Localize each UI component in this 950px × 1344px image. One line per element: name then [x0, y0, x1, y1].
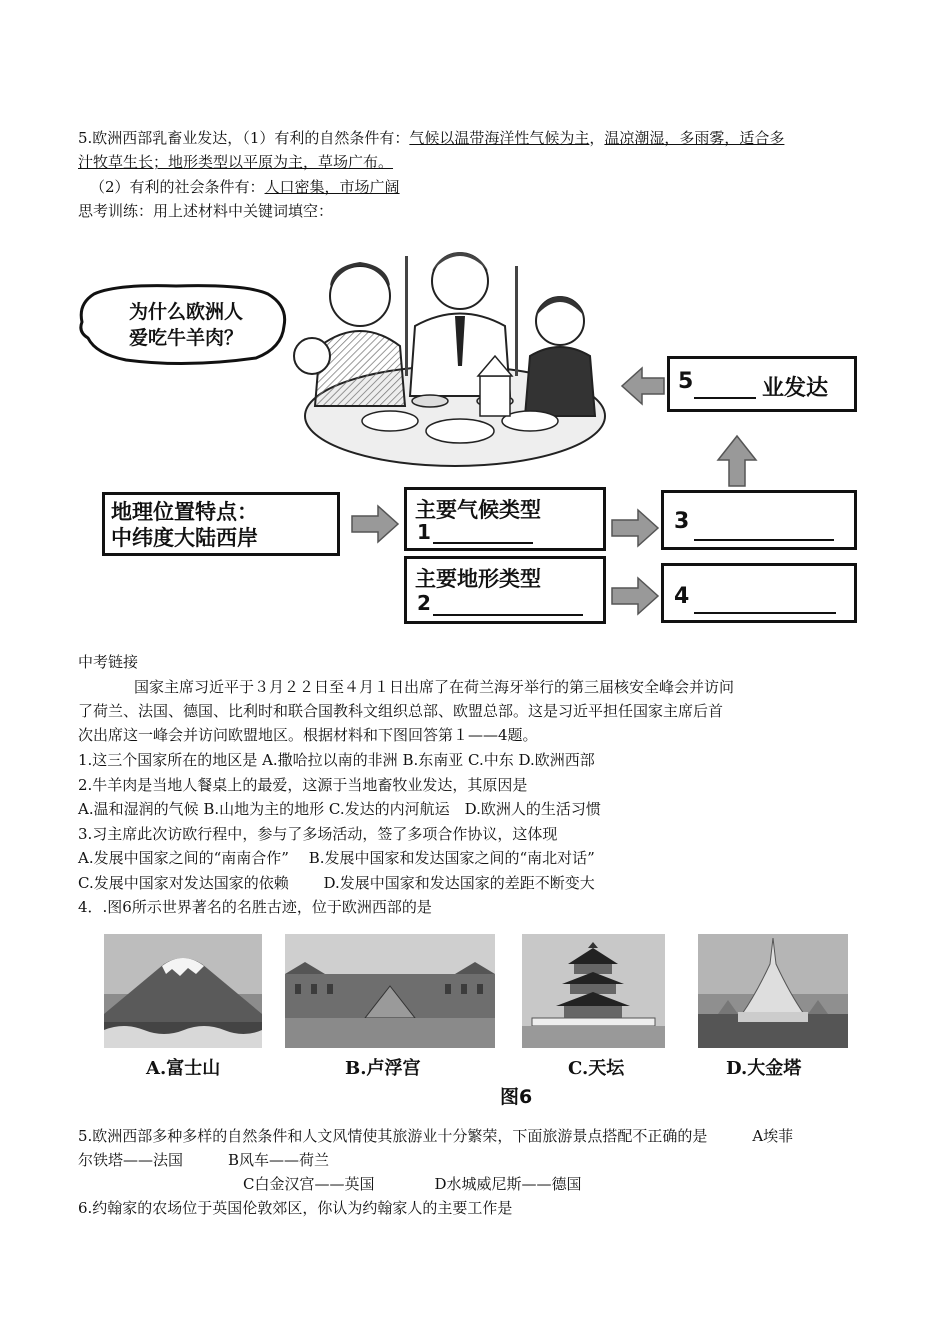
question-4: 4．.图6所示世界著名的名胜古迹，位于欧洲西部的是 [78, 898, 432, 916]
arrow-up-icon [714, 434, 760, 488]
q5-sep: ， [589, 129, 605, 147]
climate-num: 1 [417, 520, 431, 544]
box-3-num: 3 [674, 509, 690, 534]
q5-social: 人口密集，市场广阔 [264, 178, 400, 196]
question-3-options-ab: A.发展中国家之间的“南南合作” B.发展中国家和发达国家之间的“南北对话” [78, 849, 595, 867]
passage-line-2: 了荷兰、法国、德国、比利时和联合国教科文组织总部、欧盟总部。这是习近平担任国家主席后首 [78, 702, 724, 720]
question-5b-line-1: 5.欧洲西部多种多样的自然条件和人文风情使其旅游业十分繁荣，下面旅游景点搭配不正确的是 A埃菲 [78, 1127, 794, 1145]
q5-natural-1: 气候以温带海洋性气候为主 [409, 129, 590, 147]
box-5-industry [667, 356, 857, 412]
q5-line-3 [90, 177, 400, 197]
q5-social-intro: （2）有利的社会条件有： [90, 178, 265, 196]
speech-bubble [96, 299, 276, 351]
box-5-num: 5 [678, 369, 694, 394]
q5-intro: 5.欧洲西部乳畜业发达，（1）有利的自然条件有： [78, 129, 410, 147]
question-2-options: A.温和湿润的气候 B.山地为主的地形 C.发达的内河航运 D.欧洲人的生活习惯 [78, 800, 601, 818]
box-terrain-type [404, 556, 606, 624]
caption-d: D.大金塔 [726, 1058, 802, 1079]
arrow-left-icon [620, 363, 666, 409]
bubble-line-2: 爱吃牛羊肉？ [128, 327, 243, 349]
arrow-right-icon-3 [610, 575, 660, 617]
photo-mount-fuji [104, 934, 262, 1048]
box-4-blank [694, 612, 836, 614]
question-5b-line-2: 尔铁塔——法国 B风车——荷兰 [78, 1151, 330, 1169]
q5-line-1 [78, 128, 784, 148]
question-1: 1.这三个国家所在的地区是 A.撒哈拉以南的非洲 B.东南亚 C.中东 D.欧洲西部 [78, 751, 595, 769]
box-4-num: 4 [674, 584, 690, 609]
photo-shwedagon-pagoda [698, 934, 848, 1048]
question-2: 2.牛羊肉是当地人餐桌上的最爱，这源于当地畜牧业发达，其原因是 [78, 776, 528, 794]
box-geo-location [102, 492, 340, 556]
caption-a: A.富士山 [146, 1058, 221, 1079]
box-3-blank [694, 539, 834, 541]
question-5b-line-3: C白金汉宫——英国 D水城威尼斯——德国 [243, 1175, 582, 1193]
dinner-illustration [290, 226, 620, 486]
geo-line-2: 中纬度大陆西岸 [111, 526, 258, 550]
terrain-title: 主要地形类型 [415, 567, 541, 591]
photo-louvre [285, 934, 495, 1048]
arrow-right-icon [350, 503, 400, 545]
geo-line-1: 地理位置特点： [111, 500, 258, 524]
q5-line-2: 汁牧草生长；地形类型以平原为主，草场广布。 [78, 153, 394, 171]
box-climate-type [404, 487, 606, 551]
passage-line-1: 国家主席习近平于３月２２日至４月１日出席了在荷兰海牙举行的第三届核安全峰会并访问 [134, 678, 735, 696]
arrow-right-icon-2 [610, 507, 660, 549]
climate-blank [433, 542, 533, 544]
question-6: 6.约翰家的农场位于英国伦敦郊区，你认为约翰家人的主要工作是 [78, 1199, 513, 1217]
q5-natural-2: 温凉潮湿，多雨雾，适合多 [604, 129, 785, 147]
box-5-blank [694, 397, 756, 399]
terrain-num: 2 [417, 591, 431, 615]
box-4 [661, 563, 857, 623]
figure-label: 图6 [500, 1086, 533, 1108]
box-5-text: 业发达 [762, 376, 829, 401]
box-3 [661, 490, 857, 550]
caption-c: C.天坛 [568, 1058, 625, 1079]
think-training: 思考训练：用上述材料中关键词填空： [78, 202, 334, 220]
caption-b: B.卢浮宫 [345, 1058, 421, 1079]
passage-line-3: 次出席这一峰会并访问欧盟地区。根据材料和下图回答第１——4题。 [78, 726, 538, 744]
question-3-options-cd: C.发展中国家对发达国家的依赖 D.发展中国家和发达国家的差距不断变大 [78, 874, 595, 892]
climate-title: 主要气候类型 [415, 498, 541, 522]
terrain-blank [433, 614, 583, 616]
zhongkao-heading: 中考链接 [78, 653, 139, 671]
photo-temple-of-heaven [522, 934, 665, 1048]
question-3: 3.习主席此次访欧行程中，参与了多场活动，签了多项合作协议，这体现 [78, 825, 558, 843]
bubble-line-1: 为什么欧洲人 [128, 301, 243, 323]
